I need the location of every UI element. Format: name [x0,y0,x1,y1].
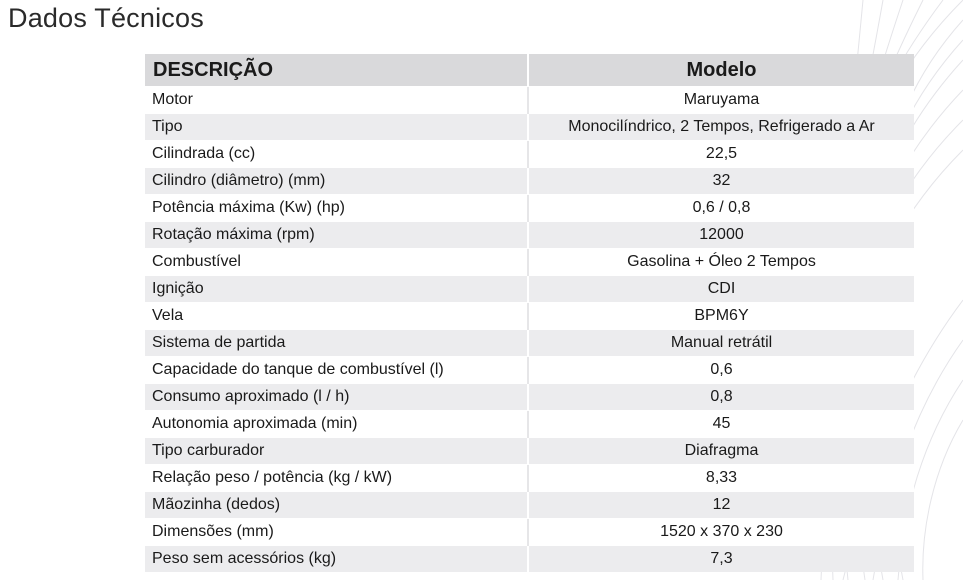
column-header-model: Modelo [528,54,914,87]
table-row [145,195,914,222]
technical-specs-table [145,54,914,572]
table-row [145,276,914,303]
table-row [145,384,914,411]
table-row [145,168,914,195]
spec-label: Capacidade do tanque de combustível (l) [145,357,528,384]
table-row [145,438,914,465]
table-row [145,546,914,573]
spec-value: 12 [528,492,914,519]
page-title: Dados Técnicos [8,3,204,33]
spec-label: Potência máxima (Kw) (hp) [145,195,528,222]
spec-value: Maruyama [528,87,914,114]
spec-value: Gasolina + Óleo 2 Tempos [528,249,914,276]
spec-value: Monocilíndrico, 2 Tempos, Refrigerado a Ar [528,114,914,141]
spec-value: Diafragma [528,438,914,465]
spec-value: CDI [528,276,914,303]
table-row [145,87,914,114]
table-row [145,492,914,519]
spec-value: 1520 x 370 x 230 [528,519,914,546]
column-header-description: DESCRIÇÃO [145,54,528,87]
spec-value: 22,5 [528,141,914,168]
spec-label: Ignição [145,276,528,303]
spec-value: 0,6 / 0,8 [528,195,914,222]
table-row [145,141,914,168]
spec-label: Peso sem acessórios (kg) [145,546,528,573]
table-row [145,330,914,357]
spec-value: 45 [528,411,914,438]
spec-label: Combustível [145,249,528,276]
spec-label: Dimensões (mm) [145,519,528,546]
table-row [145,357,914,384]
table-row [145,411,914,438]
spec-label: Rotação máxima (rpm) [145,222,528,249]
spec-value: 7,3 [528,546,914,573]
table-row [145,465,914,492]
spec-label: Sistema de partida [145,330,528,357]
spec-label: Autonomia aproximada (min) [145,411,528,438]
spec-label: Mãozinha (dedos) [145,492,528,519]
spec-label: Consumo aproximado (l / h) [145,384,528,411]
spec-label: Vela [145,303,528,330]
spec-value: 32 [528,168,914,195]
spec-label: Tipo [145,114,528,141]
table-row [145,249,914,276]
spec-value: 8,33 [528,465,914,492]
spec-label: Relação peso / potência (kg / kW) [145,465,528,492]
spec-value: 0,6 [528,357,914,384]
table-row [145,222,914,249]
spec-value: BPM6Y [528,303,914,330]
spec-label: Tipo carburador [145,438,528,465]
spec-value: 12000 [528,222,914,249]
spec-label: Motor [145,87,528,114]
table-row [145,114,914,141]
table-header-row [145,54,914,87]
table-row [145,519,914,546]
spec-label: Cilindro (diâmetro) (mm) [145,168,528,195]
table-row [145,303,914,330]
spec-value: 0,8 [528,384,914,411]
spec-label: Cilindrada (cc) [145,141,528,168]
spec-value: Manual retrátil [528,330,914,357]
